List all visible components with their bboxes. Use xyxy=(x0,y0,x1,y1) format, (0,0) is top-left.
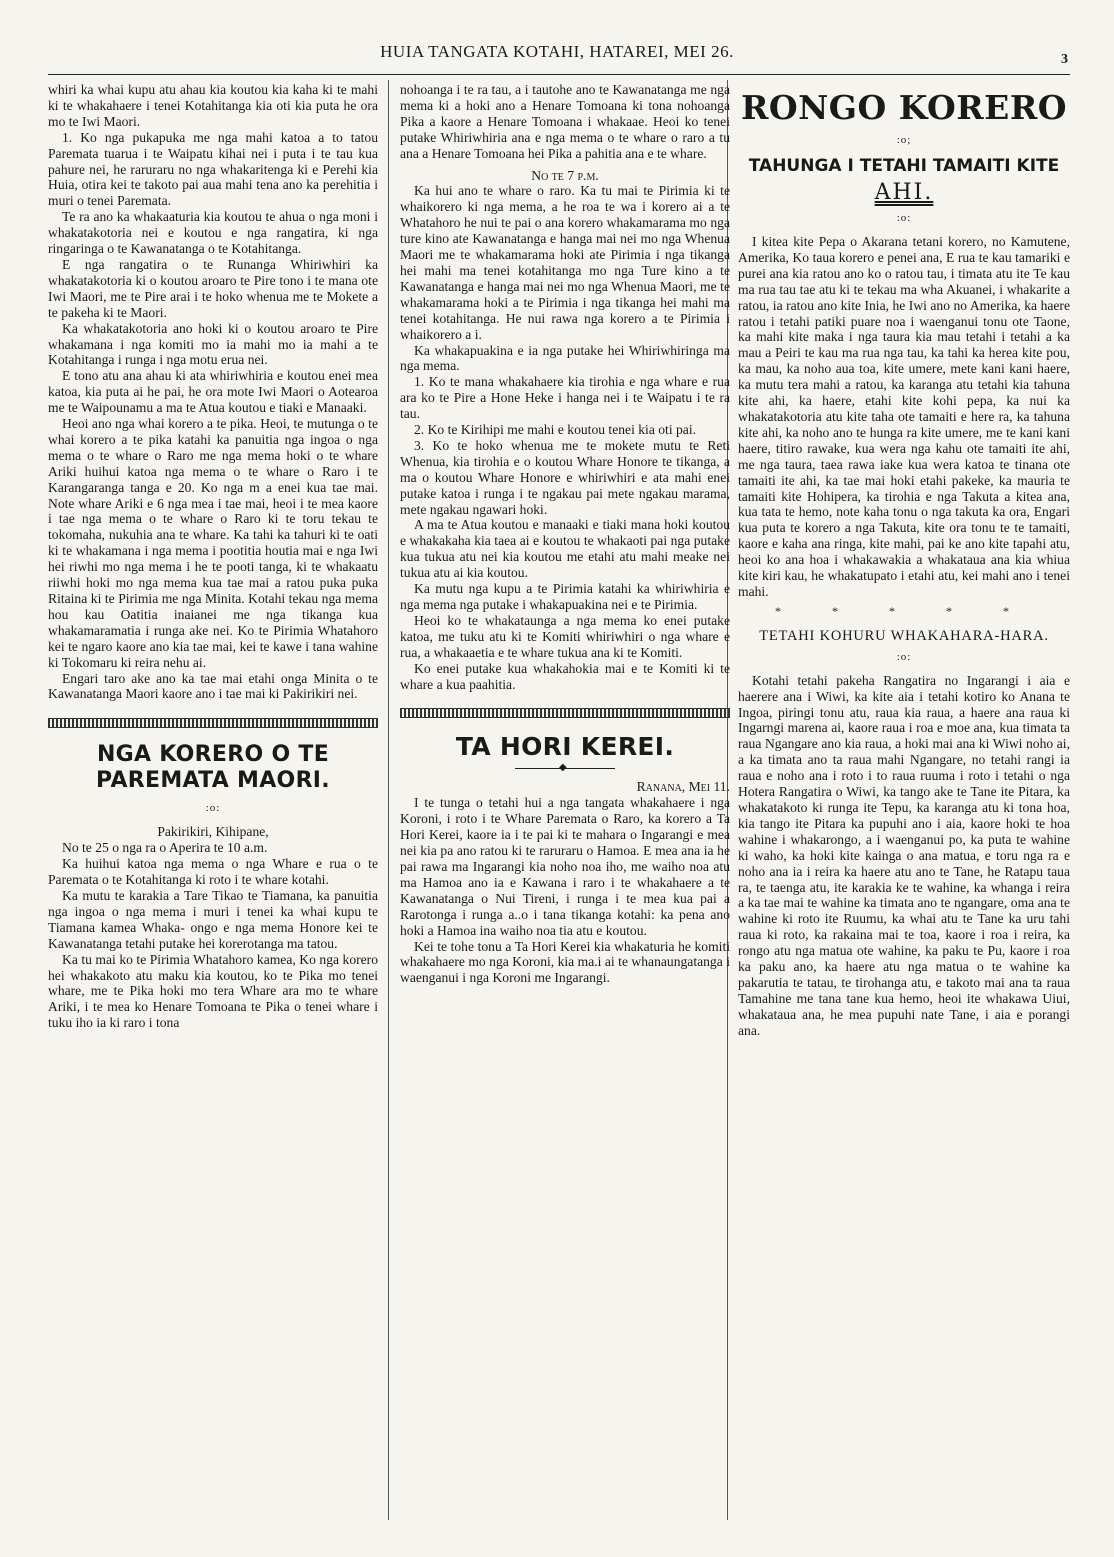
paragraph: Ka huihui katoa nga mema o nga Whare e rua o te Paremata o te Kotahitanga ki roto i te whare kotahi. xyxy=(48,856,378,888)
article-headline: TETAHI KOHURU WHAKAHARA-HARA. xyxy=(759,627,1049,644)
star-separator: * * * * * xyxy=(775,603,1033,618)
section-headline: RONGO KORERO xyxy=(740,88,1068,127)
paragraph: Kotahi tetahi pakeha Rangatira no Ingarangi i aia e haerere ana i Wiwi, ka kite aia i tetahi kotiro ko Anana te Ingoa, piringi tonu atu, raua kia raua, a haere ana raua ki Ingarngi marena ai, kaore raua i roa e moe ana, kua timata ta raua Ngangare ano kia raua, a hoki mai ana ki Wiwi noho ai, a ka timata ano ta raua mahi Ngangare, no tetahi rangi ia raua e noho ana i roto i to raua ruuma i roto i tetahi o nga Hotera Rangatira o Wiwi, ka tango ake te Tane ite Pitara, ka whakatakoto ki runga ite Tepu, ka karanga atu ki tona hoa, kia tango ite Pitara ka pupuhi ano i aia, kaore hoki te hoa wahine i whakarongo, a i waenganui po, ka puta te wahine ki waho, ka hoki kite kainga o ana matua, e toru nga ra e noho ana ia i reira ka haere atu ano te Tane, he Ratapu taua ra, te taenga atu, ite karakia ke te wahine, ka whanga i reira a ka tae mai te wahine ka timata ano te ngangare, oma ana te wahine ki roto ite Ruumu, ka whai atu te Tane ka uru tahi raua ki roto, ka rakaina mai te toa, kaore i roa i reira, ka rongo atu nga matua ote wahine, ka paku te Pu, kaore i roa ka paku ano, ka haere atu nga matua o te wahine ka pakarutia te tatau, te tirohanga atu, e takoto mai ana ta raua Tamahine me tana tane kua hemo, heoi ite whakawa Uiui, whakataua ana, he mea pupuhi nate Tane, i aia e porangi ana. xyxy=(738,672,1070,1038)
paragraph: Ka mutu te karakia a Tare Tikao te Tiamana, ka panuitia nga ingoa o nga mema i muri i tenei ka whai kupu te Tiamana kamea Whaka- ongo e nga mema Honore kei te Kawanatanga tetahi putake hei korerotanga ma tatou. xyxy=(48,887,378,951)
ornament: :o: xyxy=(205,802,221,815)
paragraph: 1. Ko te mana whakahaere kia tirohia e nga whare e rua ara ko te Pire a Hone Heke i hanga nei i te Waipatu i te ra tau. xyxy=(400,374,730,422)
paragraph: nohoanga i te ra tau, a i tautohe ano te Kawanatanga me nga mema ki a hoki ano a Henare Tomoana ki tona nohoanga Pika a kaore a Henare Tomoana i whakaae. Heoi ko tenei putake Whiriwhiria ana e nga mema o te whare o raro a tu ana a Henare Tomoana hei Pika a pahitia ana e te whare. xyxy=(400,82,730,161)
paragraph: 3. Ko te hoko whenua me te mokete mutu te Reti Whenua, kia tirohia e o koutou Whare Honore te tikanga, a ma o koutou Whare Honore e whiriwhiri e ata mahi enei putake katoa i runga i te ngakau pai mete ngakau marama, mete ngakau ngawari hoki. xyxy=(400,437,730,517)
paragraph: Heoi ko te whakataunga a nga mema ko enei putake katoa, me tuku atu ki te Komiti whiriwhiri o nga whare e rua, a whakaaetia e te whare tukua ana ki te Komiti. xyxy=(400,612,730,660)
paragraph: Ka hui ano te whare o raro. Ka tu mai te Pirimia ki te whaikorero ki nga mema, a he roa te wa i korero ai a te Whatahoro he nui te pai o ana korero whakamarama mo nga ture kino ate Kawanatanga e hanga mai nei mo nga Whenua Maori me te whakamarama hoki ate Pirimia i nga tikanga hei mahi ma tenei kotahitanga mo nga Ture kino a te Kawanatanga e hanga mai nei mo nga Whenua Maori, me te whakamarama hoki a te Pirimia i nga tikanga hei mahi ma tenei kotahitanga. He nui rawa nga korero a te Pirimia i whaikorero a i. xyxy=(400,183,730,342)
paragraph: I te tunga o tetahi hui a nga tangata whakahaere i nga Koroni, i roto i te Whare Paremata o Raro, ka korero a Ta Hori Kerei, kaore ia i te pai ki te mahara o Ingarangi e mea nei kia pa ano ratou ki te raruraru o Hamoa. E mea ana ia he pai rawa ma Ingarangi kia noho noa iho, me waiho noa atu ma Hamoa ano ia e Kawana i raro i te whakahaere a te Kawanatanga o Nui Tireni, i runga i te mea kua pai a Rarotonga i runga a..o i tana tikanga kotahi: ka pena ano hoki a Hamoa ina waiho noa tia atu e koutou. xyxy=(400,795,730,938)
paragraph: Ka tu mai ko te Pirimia Whatahoro kamea, Ko nga korero hei whakakoto atu maku kia koutou, ko te Pika mo tenei whare, me te Pika hoki mo tera Whare ara mo te whare Ariki, i te mea ko Henare Tomoana te Pika o tenei whare i tuku iho ia ki raro i tona xyxy=(48,951,378,1031)
paragraph: A ma te Atua koutou e manaaki e tiaki mana hoki koutou e whakakaha kia taea ai e koutou te whakaoti pai nga putake kua tukua atu nei kia koutou me etahi atu mahi meake nei tukua atu ai kia koutou. xyxy=(400,517,730,581)
paragraph: Kei te tohe tonu a Ta Hori Kerei kia whakaturia he komiti whakahaere mo nga Koroni, kia ma.i ai te whanaungatanga i waenganui i nga Koroni me Ingarangi. xyxy=(400,938,730,986)
page-header xyxy=(0,38,1114,68)
section-separator xyxy=(48,718,378,728)
ornament: :o: xyxy=(896,212,912,224)
ornament-rule xyxy=(515,768,615,769)
paragraph: Ka whakatakotoria ano hoki ki o koutou aroaro te Pire whakamana i nga komiti mo ia mahi mo ia mahi a te Kotahitanga i runga i nga motu erua nei. xyxy=(48,320,378,368)
time-heading: No te 7 p.m. xyxy=(531,167,599,183)
paragraph: Ka mutu nga kupu a te Pirimia katahi ka whiriwhiria e nga mema nga putake i whakapuakina nei e te Pirimia. xyxy=(400,581,730,612)
column-1 xyxy=(48,82,378,1031)
article-subheadline-fire: AHI. xyxy=(874,180,934,205)
column-2 xyxy=(400,82,730,986)
article-headline: NGA KORERO O TE PAREMATA MAORI. xyxy=(96,742,330,794)
column-divider xyxy=(388,80,389,1520)
article-subheadline: TAHUNGA I TETAHI TAMAITI KITE xyxy=(748,156,1060,176)
paragraph: E nga rangatira o te Runanga Whiriwhiri ka whakatakotoria ki o koutou aroaro te Pire tono i te mana ote Iwi Maori, me te Pire arai i te hoko whenua me te Mokete a te pakeha ki te Maori. xyxy=(48,256,378,320)
paragraph: Te ra ano ka whakaaturia kia koutou te ahua o nga moni i whakatakotoria nei e koutou e nga rangatira, ki nga ringaringa o te Kawanatanga o te Kotahitanga. xyxy=(48,209,378,257)
section-separator xyxy=(400,708,730,718)
paragraph: E tono atu ana ahau ki ata whiriwhiria e koutou enei mea katoa, kia puta ai he pai, he ora mote Iwi Maori o Aotearoa me te Waipounamu a ma te Atua koutou e tiaki e Manaaki. xyxy=(48,368,378,416)
paragraph: whiri ka whai kupu atu ahau kia koutou kia kaha ki te mahi ki te whakahaere i tenei Kotahitanga kia oti kia puta he ora mo te Iwi Maori. xyxy=(48,82,378,129)
place-line: Pakirikiri, Kihipane, xyxy=(157,824,269,840)
masthead-title: HUIA TANGATA KOTAHI, HATAREI, MEI 26. xyxy=(380,42,734,61)
page-number: 3 xyxy=(1061,52,1068,67)
paragraph: 1. Ko nga pukapuka me nga mahi katoa a to tatou Paremata tuarua i te Waipatu kihai nei i puta i te tau kua pahure nei, he raruraru no nga whakaritenga ki e Perehi kia Huia, otira kei te takoto pai aua mahi tena ano ka perehitia i muri o tenei Paremata. xyxy=(48,129,378,209)
ornament: :o; xyxy=(896,134,912,146)
paragraph: Ko enei putake kua whakahokia mai e te Komiti ki te whare a kua paahitia. xyxy=(400,660,730,692)
paragraph: Engari taro ake ano ka tae mai etahi onga Minita o te Kawanatanga Maori kaore ano i tae mai ki Pakirikiri nei. xyxy=(48,670,378,702)
ornament: :o: xyxy=(896,650,912,663)
dateline: Ranana, Mei 11. xyxy=(636,779,730,795)
header-rule xyxy=(48,74,1070,75)
article-headline: TA HORI KEREI. xyxy=(455,732,675,762)
paragraph: I kitea kite Pepa o Akarana tetani korero, no Kamutene, Amerika, Ko taua korero e penei ana, E rua te kau tamariki e purei ana kia ratou ano ko o ratou tau, i timata atu ite Te kau ma rua tau tae atu ki te tekau ma wha Akuanei, i whakarite a ratou, ia ratou ano kite Inia, he Iwi ano no Amerika, ka haere ratou i tetahi patiki puare noa i waenganui tonu ote Taone, ka mahi kite maka i nga taura kia mau tetahi i tetahi a ka mau a Peiri te kau ma rua nga tau, ka tahi ka herea kite pou, ka mau, ka noho aua toa, kite umere, mete kani kani haere, ka mutu tera mahi a ratou, ka karanga atu tetahi kia tahuna kite ahi, ka haere, etahi kite kohi pepa, ka nui ka whakatakotoria atu kite taha ote tamaiti e here ra, ka tahuna kite ahi, ka noho ano te hunga ra kite umere, me te kani kani haere, titiro rawake, kua wera nga kahu ote tamaiti ite ahi, me nga taura, taea rawa iake kua wera katoa te tinana ote tamaiti ite ahi, ka tae mai hoki etahi pakeke, ka mauria te tamaiti kite Hohipera, ka tirohia e nga Takuta a kitea ana, kua tata te hemo, note kaha tonu o nga takuta ka ora, Engari kua puta te korero a nga Takuta, kite ora tonu te te tamaiti, kaore e kaha ana ringa, kite mahi, pai ke ano kite tapahi atu, heoi ko ana hoa i whakawakia a whakataua ana kia whiua kite kiri kau, he whakatupato i etahi atu, kei mahi ano i tenei mahi. xyxy=(738,234,1070,599)
paragraph: Heoi ano nga whai korero a te pika. Heoi, te mutunga o te whai korero a te pika katahi ka panuitia nga ingoa o nga mema o te whare o Raro me nga mema hoki o te whare Ariki huihui katoa nga mema o te whare o Raro i te Karangaranga tanga e 20. Ko nga m a enei kua tae mai. Note whare Ariki e 6 nga mea i tae mai, heoi i te mea kaore i tae nga mema o te whare o Raro ki te toru tekau te tokomaha, nukuhia ana te whare. Ka tahi ka tahuri ki te oati ki te whakamana i nga mema i pootitia houtia mai e nga Iwi hei riwhi mo nga mema i he te pooti tanga, ki te whakaatu riiwhi hoki mo nga mema kua tae mai a ratou puka puka Ritaina ki te Pirimia me nga Minita. Kotahi tekau nga mema hou kau Oatitia inaianei me nga tikanga kua whakamaramatia i runga ake nei. Ko te Pirimia Whatahoro kei te ngaro kaore ano kia tae mai, kei te kawe i tana wahine ki Tokomaru ki reira nehu ai. xyxy=(48,416,378,670)
paragraph: 2. Ko te Kirihipi me mahi e koutou tenei kia oti pai. xyxy=(414,422,697,438)
column-3 xyxy=(738,82,1070,1039)
paragraph: Ka whakapuakina e ia nga putake hei Whiriwhiringa ma nga mema. xyxy=(400,342,730,374)
paragraph: No te 25 o nga ra o Aperira te 10 a.m. xyxy=(62,840,268,856)
